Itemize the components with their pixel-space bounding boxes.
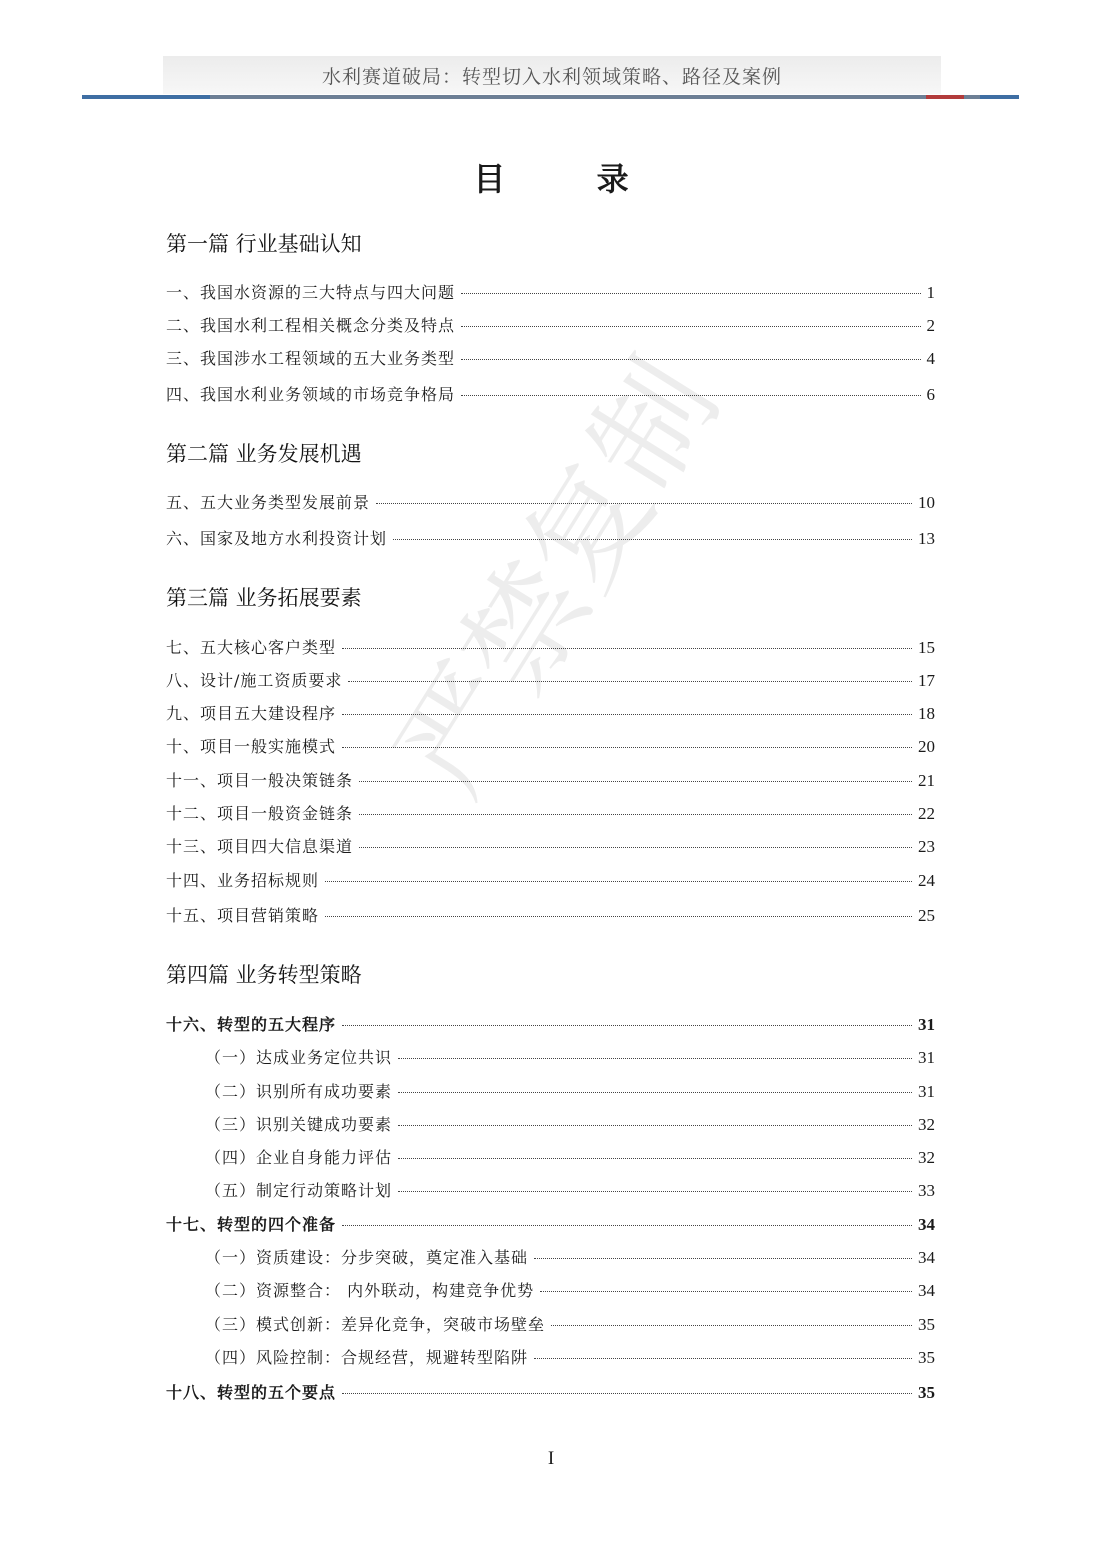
- toc-entry-page: 17: [918, 671, 935, 690]
- toc-entry-title: 六、国家及地方水利投资计划: [166, 529, 388, 548]
- toc-entry-title: 十一、项目一般决策链条: [166, 771, 354, 790]
- toc-leader-dots: [342, 1225, 912, 1226]
- toc-entry[interactable]: [205, 1245, 935, 1269]
- toc-entry-page: 34: [918, 1248, 935, 1267]
- toc-entry-title: 一、我国水资源的三大特点与四大问题: [166, 283, 456, 302]
- toc-entry[interactable]: [166, 701, 935, 725]
- toc-entry-page: 35: [918, 1315, 935, 1334]
- toc-leader-dots: [342, 648, 912, 649]
- toc-leader-dots: [342, 747, 912, 748]
- part-title: 第二篇 业务发展机遇: [166, 442, 362, 466]
- toc-entry-title: 十、项目一般实施模式: [166, 737, 337, 756]
- toc-entry-page: 25: [918, 906, 935, 925]
- toc-leader-dots: [461, 326, 920, 327]
- toc-entry-page: 33: [918, 1181, 935, 1200]
- toc-entry[interactable]: [166, 801, 935, 825]
- toc-entry[interactable]: [205, 1145, 935, 1169]
- toc-entry[interactable]: [166, 668, 935, 692]
- toc-entry-page: 31: [918, 1082, 935, 1101]
- running-header-title: 水利赛道破局：转型切入水利领域策略、路径及案例: [321, 66, 782, 88]
- toc-leader-dots: [398, 1058, 912, 1059]
- toc-entry-page: 35: [918, 1348, 935, 1367]
- toc-entry-title: 三、我国涉水工程领域的五大业务类型: [166, 349, 456, 368]
- toc-entry-title: 五、五大业务类型发展前景: [166, 493, 371, 512]
- toc-entry[interactable]: [166, 382, 935, 406]
- toc-entry-title: 十七、转型的四个准备: [166, 1215, 337, 1234]
- toc-entry-title: 二、我国水利工程相关概念分类及特点: [166, 316, 456, 335]
- toc-leader-dots: [359, 814, 912, 815]
- toc-leader-dots: [342, 1025, 912, 1026]
- toc-entry-page: 15: [918, 638, 935, 657]
- toc-title: 目 录: [473, 160, 669, 198]
- toc-entry[interactable]: [166, 346, 935, 370]
- toc-entry[interactable]: [166, 280, 935, 304]
- toc-entry-page: 18: [918, 704, 935, 723]
- toc-leader-dots: [461, 359, 920, 360]
- watermark: 严禁复制: [372, 337, 746, 818]
- toc-leader-dots: [342, 714, 912, 715]
- part-title: 第一篇 行业基础认知: [166, 232, 362, 256]
- toc-leader-dots: [376, 503, 912, 504]
- toc-entry-title: 十三、项目四大信息渠道: [166, 837, 354, 856]
- header-rule-accent-red: [926, 95, 964, 99]
- toc-entry-title: （二）识别所有成功要素: [205, 1082, 393, 1101]
- toc-leader-dots: [359, 847, 912, 848]
- toc-entry-title: （一）达成业务定位共识: [205, 1048, 393, 1067]
- toc-entry[interactable]: [166, 868, 935, 892]
- toc-entry-title: 七、五大核心客户类型: [166, 638, 337, 657]
- toc-entry-title: 十二、项目一般资金链条: [166, 804, 354, 823]
- part-title: 第四篇 业务转型策略: [166, 963, 362, 987]
- toc-entry-title: 十五、项目营销策略: [166, 906, 320, 925]
- toc-entry[interactable]: [166, 734, 935, 758]
- toc-entry-title: （三）模式创新：差异化竞争，突破市场壁垒: [205, 1315, 546, 1334]
- toc-entry[interactable]: [166, 768, 935, 792]
- toc-entry-title: （二）资源整合： 内外联动，构建竞争优势: [205, 1281, 535, 1300]
- toc-entry-page: 31: [918, 1048, 935, 1067]
- toc-entry[interactable]: [166, 1212, 935, 1236]
- toc-entry-page: 13: [918, 529, 935, 548]
- toc-entry[interactable]: [166, 635, 935, 659]
- toc-entry[interactable]: [205, 1312, 935, 1336]
- toc-entry-page: 24: [918, 871, 935, 890]
- toc-entry-page: 31: [918, 1015, 935, 1034]
- toc-entry[interactable]: [166, 526, 935, 550]
- toc-entry-page: 23: [918, 837, 935, 856]
- toc-entry-page: 22: [918, 804, 935, 823]
- toc-leader-dots: [540, 1291, 912, 1292]
- toc-leader-dots: [461, 293, 920, 294]
- toc-entry-title: 四、我国水利业务领域的市场竞争格局: [166, 385, 456, 404]
- part-title: 第三篇 业务拓展要素: [166, 586, 362, 610]
- toc-entry[interactable]: [166, 490, 935, 514]
- toc-leader-dots: [359, 781, 912, 782]
- toc-entry-page: 2: [926, 316, 935, 335]
- toc-entry-page: 4: [926, 349, 935, 368]
- toc-entry[interactable]: [205, 1045, 935, 1069]
- toc-entry[interactable]: [205, 1079, 935, 1103]
- toc-entry-page: 1: [926, 283, 935, 302]
- header-rule-accent-right: [980, 95, 1019, 99]
- toc-leader-dots: [393, 539, 912, 540]
- toc-leader-dots: [342, 1393, 912, 1394]
- toc-entry[interactable]: [166, 903, 935, 927]
- toc-entry-title: 九、项目五大建设程序: [166, 704, 337, 723]
- toc-leader-dots: [348, 681, 912, 682]
- toc-leader-dots: [398, 1092, 912, 1093]
- page-number: I: [547, 1448, 555, 1469]
- toc-entry[interactable]: [166, 1012, 935, 1036]
- toc-leader-dots: [534, 1258, 912, 1259]
- toc-entry-title: （一）资质建设：分步突破，奠定准入基础: [205, 1248, 529, 1267]
- toc-entry-page: 32: [918, 1115, 935, 1134]
- toc-entry[interactable]: [205, 1278, 935, 1302]
- toc-entry[interactable]: [166, 1380, 935, 1404]
- toc-entry-title: 十四、业务招标规则: [166, 871, 320, 890]
- toc-entry[interactable]: [205, 1112, 935, 1136]
- toc-entry[interactable]: [166, 834, 935, 858]
- toc-entry[interactable]: [205, 1345, 935, 1369]
- toc-entry-title: （五）制定行动策略计划: [205, 1181, 393, 1200]
- toc-entry-page: 34: [918, 1281, 935, 1300]
- header-rule-accent-left: [82, 95, 210, 99]
- toc-entry-title: 八、设计/施工资质要求: [166, 671, 343, 690]
- toc-entry-title: 十六、转型的五大程序: [166, 1015, 337, 1034]
- toc-leader-dots: [551, 1325, 912, 1326]
- toc-entry-title: （四）风险控制：合规经营，规避转型陷阱: [205, 1348, 529, 1367]
- toc-leader-dots: [398, 1158, 912, 1159]
- toc-entry-page: 35: [918, 1383, 935, 1402]
- toc-leader-dots: [398, 1125, 912, 1126]
- toc-entry-title: 十八、转型的五个要点: [166, 1383, 337, 1402]
- toc-entry-page: 21: [918, 771, 935, 790]
- toc-leader-dots: [325, 881, 912, 882]
- toc-entry-page: 34: [918, 1215, 935, 1234]
- toc-entry[interactable]: [166, 313, 935, 337]
- toc-leader-dots: [398, 1191, 912, 1192]
- toc-leader-dots: [461, 395, 920, 396]
- toc-entry-page: 20: [918, 737, 935, 756]
- toc-entry-title: （四）企业自身能力评估: [205, 1148, 393, 1167]
- toc-leader-dots: [325, 916, 912, 917]
- toc-entry-page: 32: [918, 1148, 935, 1167]
- toc-entry-title: （三）识别关键成功要素: [205, 1115, 393, 1134]
- toc-leader-dots: [534, 1358, 912, 1359]
- toc-entry-page: 6: [926, 385, 935, 404]
- toc-entry-page: 10: [918, 493, 935, 512]
- toc-entry[interactable]: [205, 1178, 935, 1202]
- header-rule: [82, 95, 1019, 99]
